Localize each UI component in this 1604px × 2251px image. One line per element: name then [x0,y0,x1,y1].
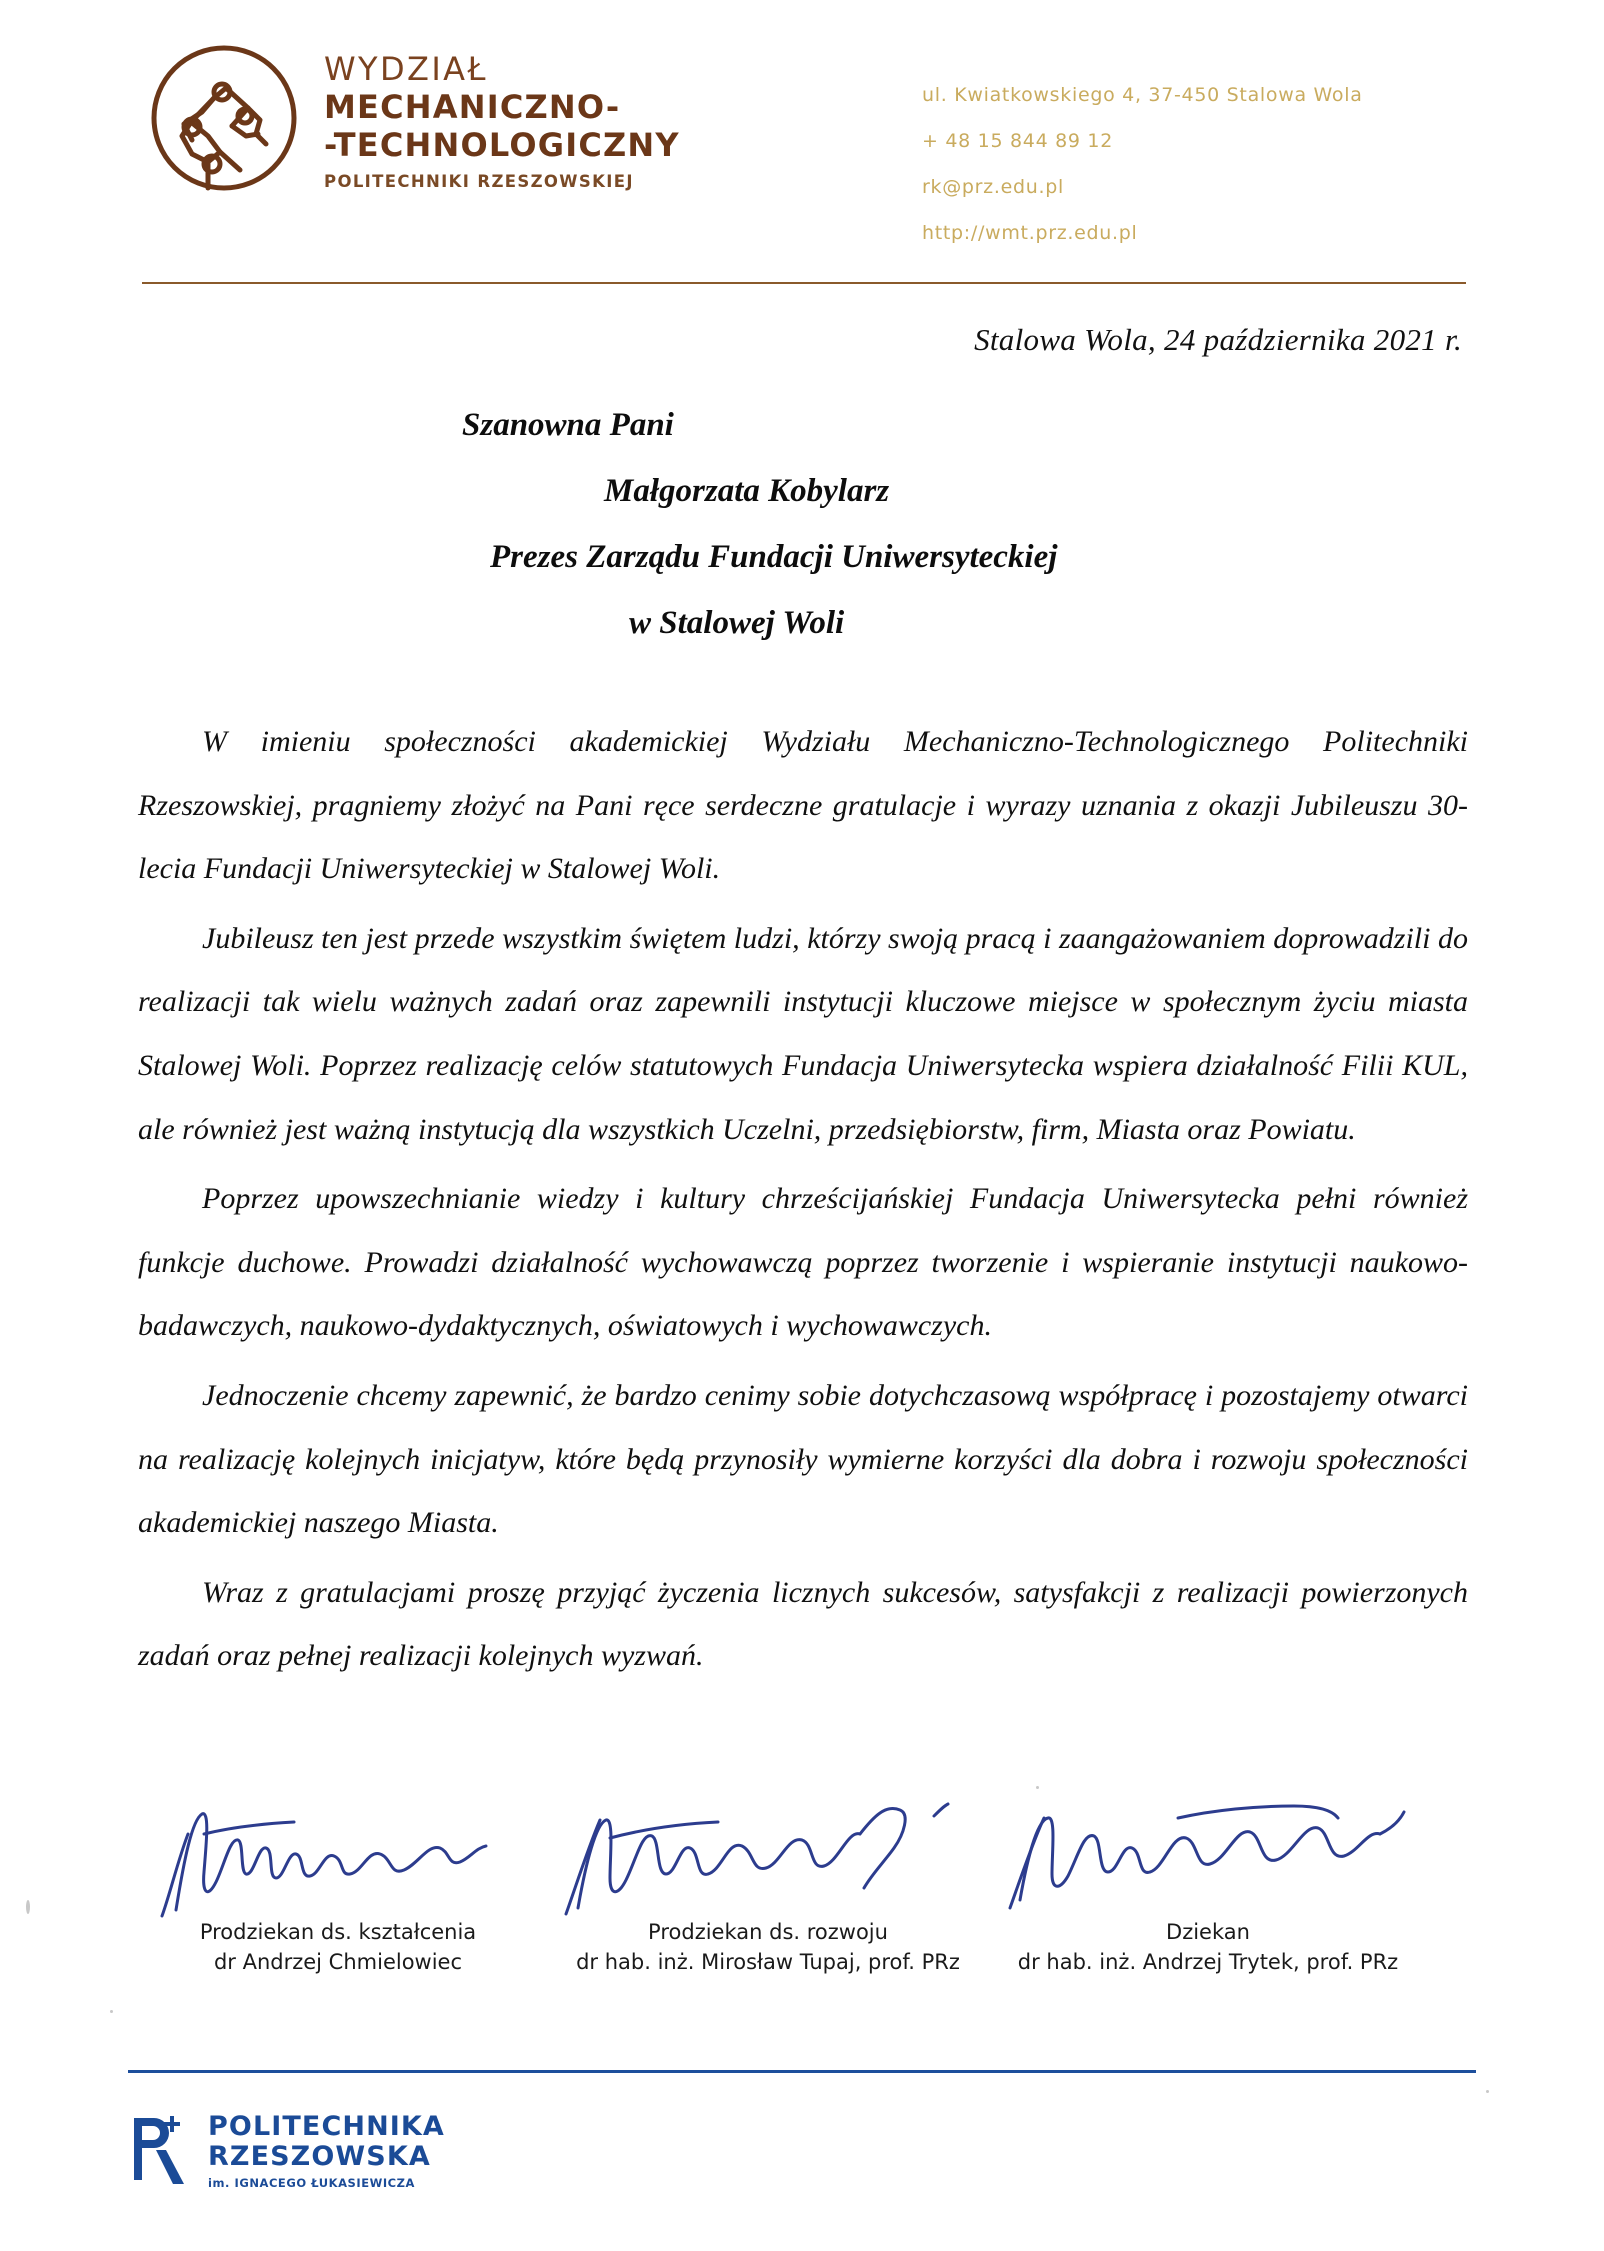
scan-speckle [26,1900,30,1914]
letterhead-header [0,0,1604,290]
faculty-logo-text [324,42,680,191]
signatory-name: dr hab. inż. Mirosław Tupaj, prof. PRz [576,1949,960,1974]
signatory-role: Prodziekan ds. rozwoju [648,1920,888,1944]
scan-speckle [1036,1786,1039,1789]
robot-arm-circle-logo-icon [148,42,300,194]
addressee-name: Małgorzata Kobylarz [604,473,890,510]
body-paragraph-5: Wraz z gratulacjami proszę przyjąć życzenia licznych sukcesów, satysfakcji z realizacji powierzonych zadań oraz pełnej realizacji kolejnych wyzwań. [138,1575,1468,1673]
body-paragraph-1: W imieniu społeczności akademickiej Wydziału Mechaniczno-Technologicznego Politechniki Rzeszowskiej, pragniemy złożyć na Pani ręce serdeczne gratulacje i wyrazy uznania z okazji Jubileuszu 30-lecia Fundacji Uniwersyteckiej w Stalowej Woli. [138,725,1468,886]
signature-row [108,1790,1508,2030]
footer-line-politechnika: POLITECHNIKA [208,2111,445,2142]
addressee-salutation: Szanowna Pani [462,407,674,443]
signatory-name: dr Andrzej Chmielowiec [213,1949,463,1974]
addressee-title: Prezes Zarządu Fundacji Uniwersyteckiej [490,539,1058,576]
body-paragraph-2: Jubileusz ten jest przede wszystkim świętem ludzi, którzy swoją pracą i zaangażowaniem doprowadzili do realizacji tak wielu ważnych zadań oraz zapewnili instytucji kluczowe miejsce w społecznym życiu miasta Stalowej Woli. Poprzez realizację celów statutowych Fundacja Uniwersytecka wspiera działalność Filii KUL, ale również jest ważną instytucją dla wszystkich Uczelni, przedsiębiorstw, firm, Miasta oraz Powiatu. [138,921,1468,1146]
signature-caption [548,1918,988,1978]
contact-phone: + 48 15 844 89 12 [922,130,1113,152]
footer-divider [128,2070,1476,2073]
signatory-role: Prodziekan ds. kształcenia [199,1920,477,1944]
contact-email: rk@prz.edu.pl [922,176,1064,198]
logo-line-mechaniczno: MECHANICZNO- [324,88,621,127]
signature-block-prodziekan-ksztalcenia [118,1790,558,1978]
logo-line-technologiczny: -TECHNOLOGICZNY [324,125,680,164]
scan-speckle [1486,2090,1489,2093]
header-divider [142,282,1466,284]
letter-body [138,710,1468,1694]
handwritten-signature-icon [548,1790,988,1918]
signature-block-prodziekan-rozwoju [548,1790,988,1978]
contact-info-block [922,72,1363,256]
university-footer-text [208,2112,445,2190]
logo-line-wydzial: WYDZIAŁ [324,50,488,88]
body-paragraph-3: Poprzez upowszechnianie wiedzy i kultury chrześcijańskiej Fundacja Uniwersytecka pełni również funkcje duchowe. Prowadzi działalność wychowawczą poprzez tworzenie i wspieranie instytucji naukowo-badawczych, naukowo-dydaktycznych, oświatowych i wychowawczych. [138,1182,1468,1343]
signature-caption [988,1918,1428,1978]
handwritten-signature-icon [118,1790,558,1918]
logo-line-politechniki-rzeszowskiej: POLITECHNIKI RZESZOWSKIEJ [324,171,634,191]
contact-address: ul. Kwiatkowskiego 4, 37-450 Stalowa Wola [922,84,1363,106]
addressee-city: w Stalowej Woli [629,605,845,642]
addressee-block [142,400,1466,649]
handwritten-signature-icon [988,1790,1428,1918]
signature-block-dziekan [988,1790,1428,1978]
university-footer-logo [130,2112,445,2190]
faculty-logo-block [148,42,680,194]
scan-speckle [110,2010,113,2013]
signatory-name: dr hab. inż. Andrzej Trytek, prof. PRz [1017,1949,1399,1974]
signature-caption [118,1918,558,1978]
signatory-role: Dziekan [1166,1920,1250,1944]
footer-line-rzeszowska: RZESZOWSKA [208,2141,431,2173]
date-line: Stalowa Wola, 24 października 2021 r. [974,322,1462,357]
footer-line-patron: im. IGNACEGO ŁUKASIEWICZA [208,2176,415,2191]
body-paragraph-4: Jednoczenie chcemy zapewnić, że bardzo cenimy sobie dotychczasową współpracę i pozostajemy otwarci na realizację kolejnych inicjatyw, które będą przynosiły wymierne korzyści dla dobra i rozwoju społeczności akademickiej naszego Miasta. [138,1378,1468,1540]
politechnika-rzeszowska-pr-monogram-icon [130,2114,192,2188]
contact-website[interactable]: http://wmt.prz.edu.pl [922,222,1138,244]
